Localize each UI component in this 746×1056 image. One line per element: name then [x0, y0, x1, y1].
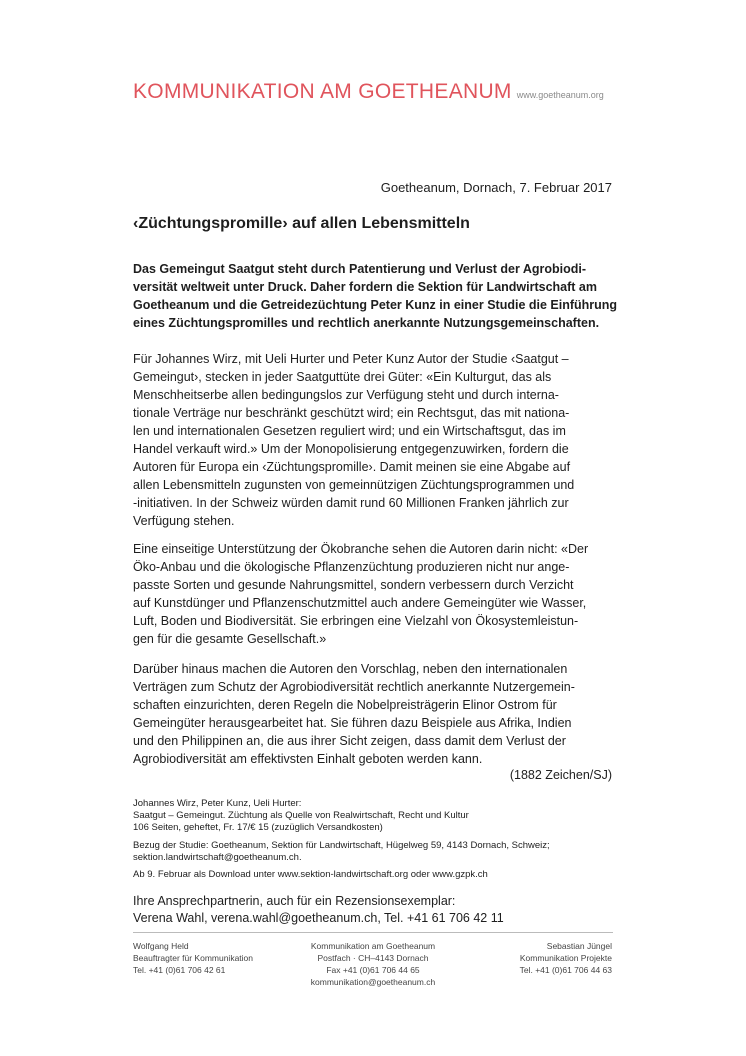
paragraph-line: Menschheitserbe allen bedingungslos zur Verfügung steht und durch interna- [133, 388, 559, 402]
paragraph-line: len und internationalen Gesetzen reguliert wird; und ein Wirtschaftsgut, das im [133, 424, 566, 438]
footer-email-link[interactable]: kommunikation@goetheanum.ch [310, 977, 436, 987]
bibliography [133, 798, 469, 834]
bibliography-line: Saatgut – Gemeingut. Züchtung als Quelle von Realwirtschaft, Recht und Kultur [133, 810, 469, 821]
lead-line: Goetheanum und die Getreidezüchtung Peter Kunz in einer Studie die Einführung [133, 298, 618, 312]
footer-line: Kommunikation am Goetheanum [310, 941, 436, 951]
character-count: (1882 Zeichen/SJ) [509, 768, 612, 782]
footer-line: Sebastian Jüngel [546, 941, 612, 951]
paragraph-line: passte Sorten und gesunde Nahrungsmittel, sondern verbessern durch Verzicht [133, 578, 574, 592]
footer-right [520, 940, 612, 976]
body-paragraph-1 [133, 350, 613, 530]
footer-line: Beauftragter für Kommunikation [133, 953, 254, 963]
paragraph-line: Gemeingüter herausgearbeitet hat. Sie führen dazu Beispiele aus Afrika, Indien [133, 716, 572, 730]
paragraph-line: allen Lebensmitteln zugunsten von gemeinnützigen Züchtungsprogrammen und [133, 478, 575, 492]
order-info [133, 840, 550, 864]
footer-line: Fax +41 (0)61 706 44 65 [326, 965, 420, 975]
paragraph-line: Öko-Anbau und die ökologische Pflanzenzüchtung produzieren nicht nur ange- [133, 560, 570, 574]
body-paragraph-2 [133, 540, 613, 648]
footer-line: Tel. +41 (0)61 706 42 61 [133, 965, 226, 975]
order-email-link[interactable]: sektion.landwirtschaft@goetheanum.ch. [133, 852, 302, 863]
footer-line: Tel. +41 (0)61 706 44 63 [519, 965, 612, 975]
paragraph-line: Für Johannes Wirz, mit Ueli Hurter und Peter Kunz Autor der Studie ‹Saatgut – [133, 352, 569, 366]
lead-line: eines Züchtungspromilles und rechtlich anerkannte Nutzungsgemeinschaften. [133, 316, 600, 330]
lead-line: versität weltweit unter Druck. Daher fordern die Sektion für Landwirtschaft am [133, 280, 597, 294]
footer-line: Postfach · CH–4143 Dornach [317, 953, 429, 963]
contact-person[interactable]: Verena Wahl, verena.wahl@goetheanum.ch, Tel. +41 61 706 42 11 [133, 911, 504, 925]
paragraph-line: tionale Verträge nur beschränkt geschützt wird; ein Rechtsgut, das mit nationa- [133, 406, 570, 420]
paragraph-line: auf Kunstdünger und Pflanzenschutzmittel auch andere Gemeingüter wie Wasser, [133, 596, 587, 610]
footer-center [260, 940, 486, 988]
download-info[interactable]: Ab 9. Februar als Download unter www.sektion-landwirtschaft.org oder www.gzpk.ch [133, 869, 488, 880]
website-url[interactable]: www.goetheanum.org [516, 90, 604, 100]
paragraph-line: und den Philippinen an, die aus ihrer Sicht zeigen, dass damit dem Verlust der [133, 734, 566, 748]
paragraph-line: -initiativen. In der Schweiz würden damit rund 60 Millionen Franken jährlich zur [133, 496, 569, 510]
lead-paragraph [133, 260, 618, 332]
dateline: Goetheanum, Dornach, 7. Februar 2017 [380, 180, 612, 195]
paragraph-line: Verträgen zum Schutz der Agrobiodiversität rechtlich anerkannte Nutzergemein- [133, 680, 575, 694]
paragraph-line: Verfügung stehen. [133, 514, 235, 528]
lead-line: Das Gemeingut Saatgut steht durch Patentierung und Verlust der Agrobiodi- [133, 262, 587, 276]
footer-line: Kommunikation Projekte [519, 953, 612, 963]
bibliography-line: Johannes Wirz, Peter Kunz, Ueli Hurter: [133, 798, 302, 809]
paragraph-line: Darüber hinaus machen die Autoren den Vorschlag, neben den internationalen [133, 662, 568, 676]
paragraph-line: Gemeingut›, stecken in jeder Saatguttüte drei Güter: «Ein Kulturgut, das als [133, 370, 552, 384]
organization-name: KOMMUNIKATION AM GOETHEANUM [133, 80, 512, 103]
paragraph-line: Autoren für Europa ein ‹Züchtungspromille›. Damit meinen sie eine Abgabe auf [133, 460, 571, 474]
body-paragraph-3 [133, 660, 613, 768]
headline: ‹Züchtungspromille› auf allen Lebensmitteln [133, 215, 470, 232]
paragraph-line: Handel verkauft wird.» Um der Monopolisierung entgegenzuwirken, fordern die [133, 442, 569, 456]
contact-block [133, 893, 504, 927]
footer-divider [133, 932, 613, 933]
bibliography-line: 106 Seiten, geheftet, Fr. 17/€ 15 (zuzüglich Versandkosten) [133, 822, 383, 833]
header-title [133, 80, 604, 104]
paragraph-line: Luft, Boden und Biodiversität. Sie erbringen eine Vielzahl von Ökosystemleistun- [133, 614, 579, 628]
contact-intro: Ihre Ansprechpartnerin, auch für ein Rezensionsexemplar: [133, 894, 456, 908]
footer-left [133, 940, 253, 976]
paragraph-line: Eine einseitige Unterstützung der Ökobranche sehen die Autoren darin nicht: «Der [133, 542, 589, 556]
paragraph-line: Agrobiodiversität am effektivsten Einhalt geboten werden kann. [133, 752, 483, 766]
footer-line: Wolfgang Held [133, 941, 189, 951]
paragraph-line: schaften einzurichten, deren Regeln die Nobelpreisträgerin Elinor Ostrom für [133, 698, 557, 712]
order-info-line: Bezug der Studie: Goetheanum, Sektion für Landwirtschaft, Hügelweg 59, 4143 Dornach, Schweiz; [133, 840, 550, 851]
paragraph-line: gen für die gesamte Gesellschaft.» [133, 632, 327, 646]
